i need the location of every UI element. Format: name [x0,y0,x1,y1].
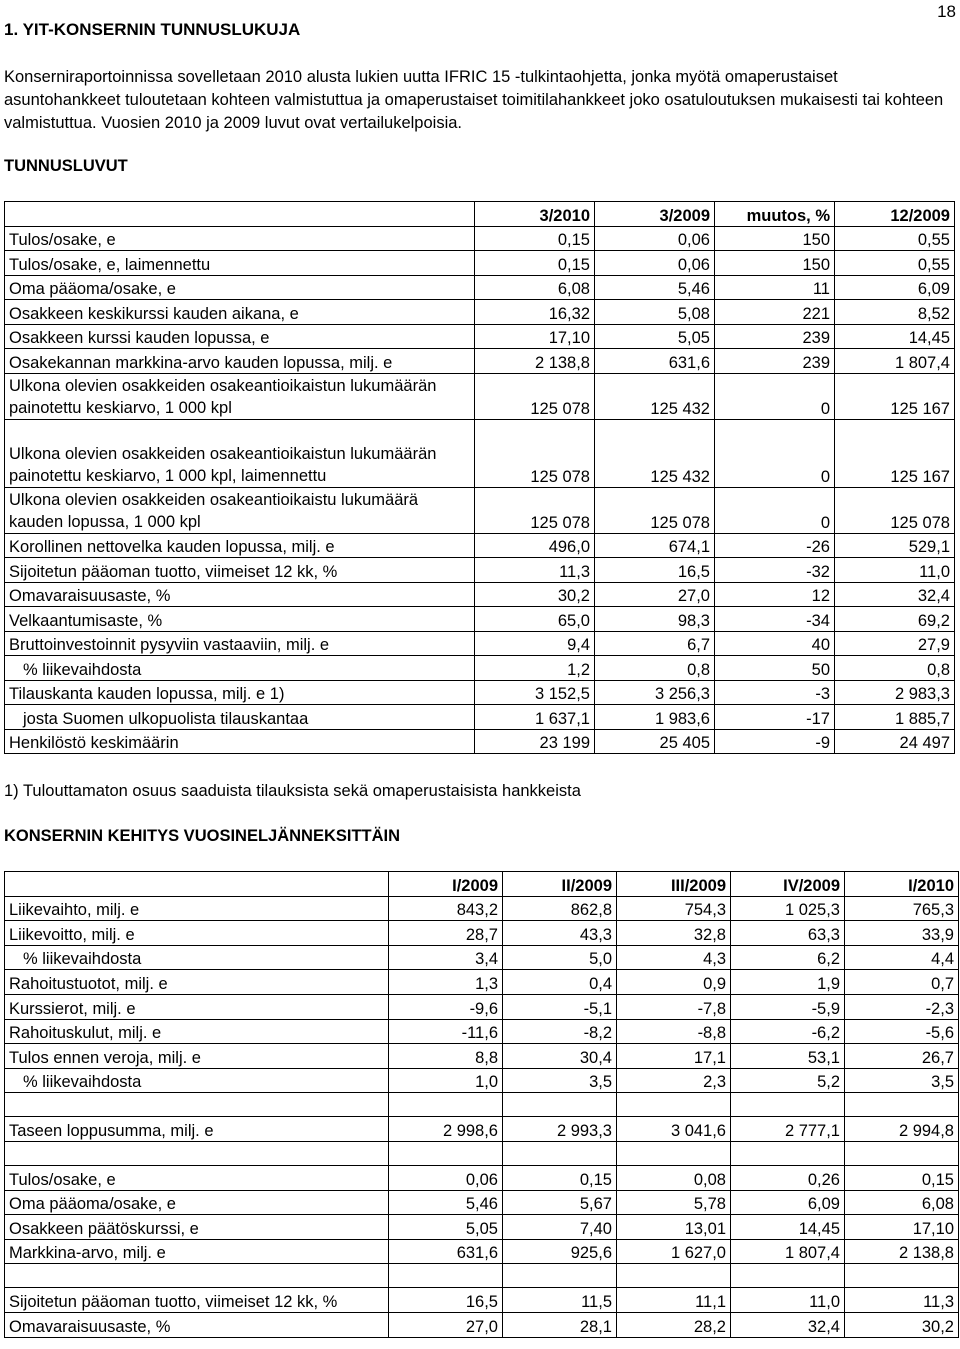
row-label: % liikevaihdosta [5,656,475,681]
column-header: 3/2010 [475,202,595,227]
tunnusluvut-table [4,201,955,754]
table-row [5,1117,959,1142]
table-spacer-row [5,1141,959,1165]
row-label: Ulkona olevien osakkeiden osakeantioikaistu lukumäärä kauden lopussa, 1 000 kpl [5,487,475,533]
row-label: Osakkeen päätöskurssi, e [5,1215,389,1240]
cell-value: 27,0 [389,1312,503,1337]
cell-value: 0,8 [595,656,715,681]
cell-value: 17,10 [475,324,595,349]
row-label: Liikevaihto, milj. e [5,896,389,921]
cell-value: 925,6 [503,1239,617,1264]
table-row [5,705,955,730]
table-spacer-row [5,1264,959,1288]
cell-value: 1 637,1 [475,705,595,730]
cell-value: 0,7 [845,970,959,995]
cell-value: 65,0 [475,607,595,632]
cell-value: -9 [715,729,835,754]
kehitys-table [4,871,959,1338]
table-row [5,251,955,276]
cell-value: 14,45 [835,324,955,349]
row-label: Ulkona olevien osakkeiden osakeantioikaistun lukumäärän painotettu keskiarvo, 1 000 kpl [5,373,475,419]
table-row [5,896,959,921]
cell-value: 5,67 [503,1190,617,1215]
intro-paragraph: Konserniraportoinnissa sovelletaan 2010 alusta lukien uutta IFRIC 15 -tulkintaohjetta, jonka myötä omaperustaiset asuntohankkeet tuloutetaan kohteen valmistuttua ja omaperustaiset toimitilahankkeet joko osatuloutuksen mukaisesti tai kohteen valmistuttua. Vuosien 2010 ja 2009 luvut ovat vertailukelpoisia. [4,68,944,132]
row-label: Ulkona olevien osakkeiden osakeantioikaistun lukumäärän painotettu keskiarvo, 1 000 kpl, laimennettu [5,419,475,487]
cell-value: 50 [715,656,835,681]
row-label: josta Suomen ulkopuolista tilauskantaa [5,705,475,730]
cell-value: -8,2 [503,1019,617,1044]
cell-value: 11,0 [835,558,955,583]
column-header: 12/2009 [835,202,955,227]
cell-value: 17,1 [617,1044,731,1069]
cell-value: 2 994,8 [845,1117,959,1142]
cell-value: 2 138,8 [475,349,595,374]
cell-value: 13,01 [617,1215,731,1240]
cell-value: 0,26 [731,1165,845,1190]
cell-value: 33,9 [845,921,959,946]
cell-value: 11,3 [475,558,595,583]
cell-value: 4,4 [845,945,959,970]
cell-value: 32,4 [731,1312,845,1337]
row-label: Oma pääoma/osake, e [5,1190,389,1215]
cell-value: 125 078 [595,487,715,533]
cell-value: 0 [715,373,835,419]
cell-value: 11 [715,275,835,300]
row-label: Korollinen nettovelka kauden lopussa, milj. e [5,533,475,558]
cell-value: 2 998,6 [389,1117,503,1142]
cell-value: 862,8 [503,896,617,921]
cell-value: 6,09 [835,275,955,300]
cell-value: 3 256,3 [595,680,715,705]
table-row [5,226,955,251]
cell-value: 3 041,6 [617,1117,731,1142]
cell-value: 53,1 [731,1044,845,1069]
column-header: I/2009 [389,872,503,897]
cell-value: 30,4 [503,1044,617,1069]
cell-value: 0,55 [835,226,955,251]
cell-value: 28,7 [389,921,503,946]
row-label: Kurssierot, milj. e [5,994,389,1019]
cell-value: 3,5 [845,1068,959,1093]
cell-value: -34 [715,607,835,632]
row-label: Osakkeen keskikurssi kauden aikana, e [5,300,475,325]
table-row [5,729,955,754]
cell-value: 0,06 [595,226,715,251]
cell-value: 125 078 [475,419,595,487]
row-label: Omavaraisuusaste, % [5,582,475,607]
cell-value: 69,2 [835,607,955,632]
cell-value: -17 [715,705,835,730]
cell-value: 125 167 [835,419,955,487]
cell-value: 43,3 [503,921,617,946]
cell-value: 6,08 [845,1190,959,1215]
cell-value: 1 627,0 [617,1239,731,1264]
table-row [5,582,955,607]
cell-value: 30,2 [475,582,595,607]
cell-value: 150 [715,251,835,276]
cell-value: 28,1 [503,1312,617,1337]
cell-value: 631,6 [389,1239,503,1264]
cell-value: 0,06 [389,1165,503,1190]
row-label: Sijoitetun pääoman tuotto, viimeiset 12 kk, % [5,558,475,583]
cell-value: 32,8 [617,921,731,946]
cell-value: 23 199 [475,729,595,754]
cell-value: 30,2 [845,1312,959,1337]
row-label: Osakekannan markkina-arvo kauden lopussa, milj. e [5,349,475,374]
cell-value: 2,3 [617,1068,731,1093]
table-row [5,275,955,300]
table-row [5,1215,959,1240]
row-label: Oma pääoma/osake, e [5,275,475,300]
cell-value: 0,15 [503,1165,617,1190]
cell-value: 2 993,3 [503,1117,617,1142]
cell-value: 2 777,1 [731,1117,845,1142]
cell-value: 17,10 [845,1215,959,1240]
footnote: 1) Tulouttamaton osuus saaduista tilauksista sekä omaperustaisista hankkeista [4,782,581,800]
cell-value: 11,0 [731,1288,845,1313]
cell-value: 125 432 [595,373,715,419]
table-row [5,1019,959,1044]
cell-value: 5,46 [595,275,715,300]
table-row [5,1239,959,1264]
cell-value: 27,9 [835,631,955,656]
cell-value: 5,2 [731,1068,845,1093]
cell-value: 1,3 [389,970,503,995]
cell-value: 125 432 [595,419,715,487]
cell-value: 1 983,6 [595,705,715,730]
cell-value: 2 138,8 [845,1239,959,1264]
table-row [5,994,959,1019]
row-label: Sijoitetun pääoman tuotto, viimeiset 12 kk, % [5,1288,389,1313]
cell-value: 5,05 [595,324,715,349]
cell-value: -9,6 [389,994,503,1019]
cell-value: 28,2 [617,1312,731,1337]
cell-value: -5,6 [845,1019,959,1044]
row-label: Tulos/osake, e [5,1165,389,1190]
table-row [5,1068,959,1093]
column-header: III/2009 [617,872,731,897]
row-label: Markkina-arvo, milj. e [5,1239,389,1264]
table-row [5,1165,959,1190]
cell-value: 9,4 [475,631,595,656]
cell-value: 1 025,3 [731,896,845,921]
column-header: 3/2009 [595,202,715,227]
cell-value: 674,1 [595,533,715,558]
cell-value: -5,1 [503,994,617,1019]
cell-value: 8,8 [389,1044,503,1069]
cell-value: 0,9 [617,970,731,995]
table-row [5,1288,959,1313]
cell-value: 0 [715,487,835,533]
table-header-row [5,872,959,897]
cell-value: -7,8 [617,994,731,1019]
cell-value: 16,32 [475,300,595,325]
cell-value: 5,05 [389,1215,503,1240]
cell-value: 14,45 [731,1215,845,1240]
row-label: Tilauskanta kauden lopussa, milj. e 1) [5,680,475,705]
row-label: Tulos/osake, e [5,226,475,251]
table-row [5,1312,959,1337]
cell-value: -26 [715,533,835,558]
row-label: % liikevaihdosta [5,945,389,970]
cell-value: 1 807,4 [835,349,955,374]
table-row [5,487,955,533]
table-row [5,921,959,946]
cell-value: 6,09 [731,1190,845,1215]
row-label: Bruttoinvestoinnit pysyviin vastaaviin, milj. e [5,631,475,656]
cell-value: 0,4 [503,970,617,995]
cell-value: 221 [715,300,835,325]
cell-value: 631,6 [595,349,715,374]
cell-value: 765,3 [845,896,959,921]
table-spacer-row [5,1093,959,1117]
column-header: II/2009 [503,872,617,897]
cell-value: 11,5 [503,1288,617,1313]
section-heading: 1. YIT-KONSERNIN TUNNUSLUKUJA [4,20,301,39]
cell-value: 4,3 [617,945,731,970]
cell-value: 496,0 [475,533,595,558]
cell-value: 1 885,7 [835,705,955,730]
cell-value: -5,9 [731,994,845,1019]
cell-value: 1,0 [389,1068,503,1093]
row-label: % liikevaihdosta [5,1068,389,1093]
row-label: Rahoitustuotot, milj. e [5,970,389,995]
table-row [5,631,955,656]
cell-value: 1,2 [475,656,595,681]
table-row [5,680,955,705]
cell-value: 11,1 [617,1288,731,1313]
kehitys-heading: KONSERNIN KEHITYS VUOSINELJÄNNEKSITTÄIN [4,827,401,845]
cell-value: 5,46 [389,1190,503,1215]
table-header-row [5,202,955,227]
table-row [5,373,955,419]
cell-value: 125 078 [475,487,595,533]
cell-value: 0,08 [617,1165,731,1190]
cell-value: 16,5 [389,1288,503,1313]
cell-value: -2,3 [845,994,959,1019]
row-label: Tulos/osake, e, laimennettu [5,251,475,276]
table-row [5,607,955,632]
cell-value: 239 [715,324,835,349]
table-row [5,1190,959,1215]
cell-value: 5,0 [503,945,617,970]
cell-value: 63,3 [731,921,845,946]
column-header: I/2010 [845,872,959,897]
cell-value: 754,3 [617,896,731,921]
column-header: muutos, % [715,202,835,227]
cell-value: 0,15 [475,226,595,251]
cell-value: 6,2 [731,945,845,970]
row-label: Velkaantumisaste, % [5,607,475,632]
table-row [5,324,955,349]
cell-value: 0,15 [845,1165,959,1190]
row-label: Osakkeen kurssi kauden lopussa, e [5,324,475,349]
cell-value: 26,7 [845,1044,959,1069]
cell-value: 40 [715,631,835,656]
cell-value: 125 078 [475,373,595,419]
row-label: Omavaraisuusaste, % [5,1312,389,1337]
table-row [5,970,959,995]
cell-value: 0,55 [835,251,955,276]
cell-value: 12 [715,582,835,607]
cell-value: 239 [715,349,835,374]
cell-value: 98,3 [595,607,715,632]
tunnusluvut-heading: TUNNUSLUVUT [4,157,128,175]
cell-value: -3 [715,680,835,705]
cell-value: 3 152,5 [475,680,595,705]
table-row [5,1044,959,1069]
table-row [5,419,955,487]
cell-value: 1,9 [731,970,845,995]
table-row [5,558,955,583]
cell-value: 3,5 [503,1068,617,1093]
column-header: IV/2009 [731,872,845,897]
cell-value: 32,4 [835,582,955,607]
row-label: Henkilöstö keskimäärin [5,729,475,754]
cell-value: -8,8 [617,1019,731,1044]
table-row [5,300,955,325]
cell-value: 5,08 [595,300,715,325]
table-row [5,533,955,558]
cell-value: 8,52 [835,300,955,325]
cell-value: 27,0 [595,582,715,607]
cell-value: 16,5 [595,558,715,583]
row-label: Tulos ennen veroja, milj. e [5,1044,389,1069]
cell-value: 125 167 [835,373,955,419]
table-row [5,349,955,374]
cell-value: 6,7 [595,631,715,656]
cell-value: 0,15 [475,251,595,276]
cell-value: 24 497 [835,729,955,754]
cell-value: 150 [715,226,835,251]
cell-value: 2 983,3 [835,680,955,705]
cell-value: 3,4 [389,945,503,970]
cell-value: 125 078 [835,487,955,533]
table-row [5,945,959,970]
cell-value: -32 [715,558,835,583]
cell-value: -6,2 [731,1019,845,1044]
cell-value: 11,3 [845,1288,959,1313]
cell-value: 1 807,4 [731,1239,845,1264]
cell-value: 0 [715,419,835,487]
page-number: 18 [937,2,956,21]
cell-value: 0,06 [595,251,715,276]
cell-value: 529,1 [835,533,955,558]
cell-value: -11,6 [389,1019,503,1044]
table-row [5,656,955,681]
cell-value: 843,2 [389,896,503,921]
header-label-cell [5,202,475,227]
row-label: Taseen loppusumma, milj. e [5,1117,389,1142]
cell-value: 6,08 [475,275,595,300]
header-label-cell [5,872,389,897]
cell-value: 7,40 [503,1215,617,1240]
cell-value: 0,8 [835,656,955,681]
row-label: Rahoituskulut, milj. e [5,1019,389,1044]
row-label: Liikevoitto, milj. e [5,921,389,946]
cell-value: 5,78 [617,1190,731,1215]
cell-value: 25 405 [595,729,715,754]
